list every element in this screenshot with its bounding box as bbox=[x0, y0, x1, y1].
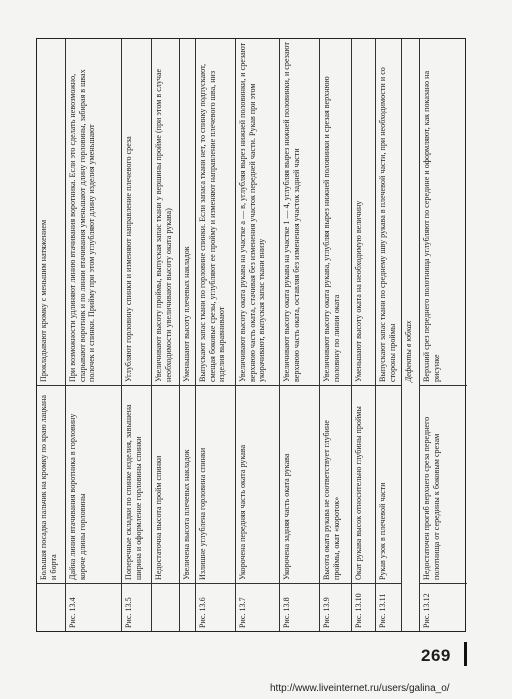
defect-cell: Увеличена высота плечевых накладок bbox=[180, 385, 195, 583]
remedy-cell: Уменьшают высоту оката на необходимую величину bbox=[354, 200, 363, 382]
defect-cell: Дайна линии втачивания воротника в горловину короче длины горловины bbox=[66, 385, 121, 583]
page-number: 269 bbox=[421, 646, 451, 665]
defect-cell: Излишне углублена горловина спинки bbox=[196, 385, 235, 583]
table-row bbox=[195, 39, 235, 631]
remedy-cell: Углубляют горловину спинки и изменяют направление плечевого среза bbox=[124, 136, 133, 382]
table-row bbox=[401, 39, 419, 631]
defect-cell: Поперечные складки по спинке изделия, завышена ширина и оформление горловины спинки bbox=[122, 385, 151, 583]
table-row bbox=[279, 39, 319, 631]
watermark-url: http://www.liveinternet.ru/users/galina_o/ bbox=[270, 683, 450, 694]
page-number-rule bbox=[464, 642, 467, 666]
defect-cell: Недостаточна высота пройм спинки bbox=[152, 385, 179, 583]
defect-cell: Укорочена передняя часть оката рукава bbox=[236, 385, 279, 583]
remedy-cell: Увеличивают высоту оката рукава на участке 1 — 4, углубляя вырез нижней половинки, и срезают верхнюю часть оката, оставляя без изменения участок задней части bbox=[282, 42, 301, 382]
remedy-cell: Увеличивают высоту оката рукава, углубляя вырез нижней половинки и срезая верхнюю половину по линии оката bbox=[322, 76, 341, 382]
remedy-cell: Уменьшают высоту плечевых накладок bbox=[182, 246, 191, 382]
table-row bbox=[37, 39, 65, 631]
defect-cell: Недостаточен прогиб верхнего среза переднего полотнища от середины к боковым срезам bbox=[420, 385, 467, 583]
figure-ref-cell bbox=[152, 583, 179, 631]
figure-ref-cell: Рис. 13.4 bbox=[66, 583, 121, 631]
table-row bbox=[121, 39, 151, 631]
figure-ref-cell: Рис. 13.12 bbox=[420, 583, 467, 631]
table-row bbox=[375, 39, 401, 631]
figure-ref-cell: Рис. 13.5 bbox=[122, 583, 151, 631]
defect-cell: Рукав узок в плечевой части bbox=[376, 385, 401, 583]
figure-ref-cell bbox=[37, 583, 65, 631]
table-row bbox=[179, 39, 195, 631]
defects-table bbox=[36, 38, 466, 632]
remedy-cell: Выпускают запас ткани по горловине спинки. Если запаса ткани нет, то спинку подпускают, смещая боковые срезы, углубляют ее пройму и изменяют направление плечевого шва, низ изделия выравнивают bbox=[198, 63, 227, 382]
table-row bbox=[351, 39, 375, 631]
defect-cell: Высота оката рукава не соответствует глубине проймы, окат «короток» bbox=[320, 385, 351, 583]
table-row bbox=[65, 39, 121, 631]
section-heading: Дефекты в юбках bbox=[404, 320, 413, 382]
defect-cell: Большая посадка пальчик на кромку по краю лацкана и борта bbox=[37, 385, 65, 583]
remedy-cell: Прокладывают кромку с меньшим натяжением bbox=[39, 219, 48, 382]
remedy-cell: Выпускают запас ткани по среднему шву рукава в плечевой части, при необходимости и со стороны проймы bbox=[378, 67, 397, 382]
defect-cell: Окат рукава высок относительно глубины проймы bbox=[352, 385, 375, 583]
remedy-cell: При возможности удлиняют линию втачивания воротника. Если это сделать невозможно, спарывают воротник и по линии втачивания уменьшают длину горловины, забирая в швах полочек и спинки. Прийму при этом углубляют длину изделия уменьшают bbox=[68, 69, 97, 382]
remedy-cell: Верхний срез переднего полотнища углубляют по середине и оформляют, как показано на рисунке bbox=[422, 70, 441, 382]
figure-ref-cell bbox=[180, 583, 195, 631]
figure-ref-cell: Рис. 13.8 bbox=[280, 583, 319, 631]
figure-ref-cell: Рис. 13.7 bbox=[236, 583, 279, 631]
figure-ref-cell: Рис. 13.9 bbox=[320, 583, 351, 631]
table-row bbox=[151, 39, 179, 631]
figure-ref-cell: Рис. 13.11 bbox=[376, 583, 401, 631]
table-row bbox=[419, 39, 467, 631]
remedy-cell: Увеличивают высоту оката рукава на участке а — в, углубляя вырез нижней половинки, и срезают верхнюю часть оката, стачивая без изменения участок передней части. Рукав при этом укорачивают, выпуская запас ткани внизу bbox=[238, 42, 267, 382]
section-heading-cell bbox=[402, 39, 419, 631]
table-row bbox=[235, 39, 279, 631]
defect-cell: Укорочена задняя часть оката рукава bbox=[280, 385, 319, 583]
figure-ref-cell: Рис. 13.6 bbox=[196, 583, 235, 631]
table-row bbox=[319, 39, 351, 631]
remedy-cell: Увеличивают высоту проймы, выпуская запас ткани у вершины пройме (при этом в случае необходимости увеличивают высоту оката рукава) bbox=[154, 68, 173, 382]
figure-ref-cell: Рис. 13.10 bbox=[352, 583, 375, 631]
